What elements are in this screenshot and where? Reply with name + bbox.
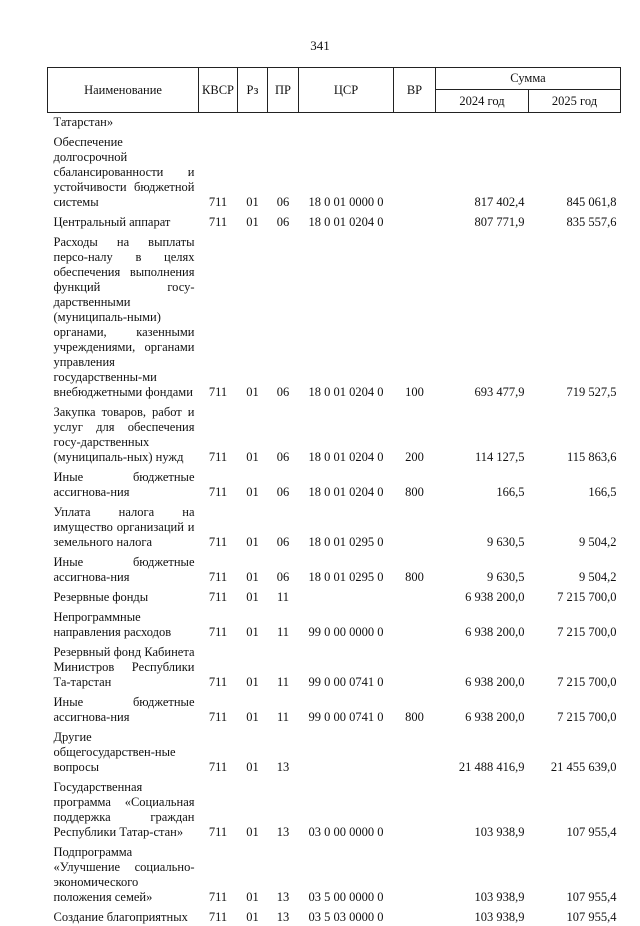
header-csr: ЦСР xyxy=(299,68,394,113)
row-kvsr: 711 xyxy=(199,586,238,606)
row-sum-2024: 114 127,5 xyxy=(436,401,529,466)
row-csr: 03 5 00 0000 0 xyxy=(299,841,394,906)
row-pr: 06 xyxy=(268,231,299,401)
row-rz: 01 xyxy=(238,466,268,501)
row-pr: 11 xyxy=(268,606,299,641)
table-row xyxy=(48,401,621,466)
row-vr xyxy=(394,113,436,132)
row-sum-2024: 807 771,9 xyxy=(436,211,529,231)
row-pr: 06 xyxy=(268,401,299,466)
header-2024: 2024 год xyxy=(436,90,529,113)
row-csr xyxy=(299,726,394,776)
row-vr xyxy=(394,641,436,691)
row-csr: 03 5 03 0000 0 xyxy=(299,906,394,926)
row-sum-2024: 103 938,9 xyxy=(436,776,529,841)
row-sum-2025: 7 215 700,0 xyxy=(529,606,621,641)
row-csr: 03 0 00 0000 0 xyxy=(299,776,394,841)
row-kvsr xyxy=(199,113,238,132)
row-csr: 18 0 01 0204 0 xyxy=(299,231,394,401)
table-row xyxy=(48,691,621,726)
table-row xyxy=(48,551,621,586)
table-row xyxy=(48,586,621,606)
table-row xyxy=(48,841,621,906)
row-csr: 18 0 01 0204 0 xyxy=(299,401,394,466)
row-csr: 99 0 00 0000 0 xyxy=(299,606,394,641)
row-vr xyxy=(394,131,436,211)
row-sum-2025: 845 061,8 xyxy=(529,131,621,211)
row-rz xyxy=(238,113,268,132)
row-sum-2025: 835 557,6 xyxy=(529,211,621,231)
row-sum-2024: 6 938 200,0 xyxy=(436,691,529,726)
row-sum-2025: 107 955,4 xyxy=(529,776,621,841)
table-row xyxy=(48,641,621,691)
row-csr: 99 0 00 0741 0 xyxy=(299,641,394,691)
row-sum-2024: 21 488 416,9 xyxy=(436,726,529,776)
row-rz: 01 xyxy=(238,211,268,231)
row-vr xyxy=(394,906,436,926)
row-vr xyxy=(394,606,436,641)
row-rz: 01 xyxy=(238,231,268,401)
row-rz: 01 xyxy=(238,906,268,926)
row-sum-2024: 9 630,5 xyxy=(436,551,529,586)
row-name: Другие общегосударствен-ные вопросы xyxy=(48,726,199,776)
row-vr xyxy=(394,501,436,551)
row-name: Иные бюджетные ассигнова-ния xyxy=(48,551,199,586)
row-csr xyxy=(299,113,394,132)
header-vr: ВР xyxy=(394,68,436,113)
row-kvsr: 711 xyxy=(199,211,238,231)
row-kvsr: 711 xyxy=(199,691,238,726)
row-vr xyxy=(394,776,436,841)
row-sum-2025: 115 863,6 xyxy=(529,401,621,466)
row-vr: 200 xyxy=(394,401,436,466)
row-name: Подпрограмма «Улучшение социально-экономического положения семей» xyxy=(48,841,199,906)
table-row xyxy=(48,776,621,841)
row-kvsr: 711 xyxy=(199,641,238,691)
row-sum-2024: 6 938 200,0 xyxy=(436,641,529,691)
row-rz: 01 xyxy=(238,131,268,211)
page-number: 341 xyxy=(0,38,640,54)
row-rz: 01 xyxy=(238,501,268,551)
row-vr: 100 xyxy=(394,231,436,401)
row-sum-2025: 107 955,4 xyxy=(529,841,621,906)
header-2025: 2025 год xyxy=(529,90,621,113)
row-sum-2025: 719 527,5 xyxy=(529,231,621,401)
row-sum-2024: 103 938,9 xyxy=(436,841,529,906)
row-kvsr: 711 xyxy=(199,401,238,466)
row-kvsr: 711 xyxy=(199,466,238,501)
row-pr: 11 xyxy=(268,691,299,726)
row-csr: 18 0 01 0295 0 xyxy=(299,551,394,586)
row-name: Расходы на выплаты персо-налу в целях обеспечения выполнения функций госу-дарственными (муниципаль-ными) органами, казенными учреждениями, органами управления государственны-ми внебюджетными фондами xyxy=(48,231,199,401)
row-name: Иные бюджетные ассигнова-ния xyxy=(48,691,199,726)
row-pr: 11 xyxy=(268,641,299,691)
row-vr xyxy=(394,211,436,231)
row-csr: 18 0 01 0204 0 xyxy=(299,211,394,231)
row-kvsr: 711 xyxy=(199,726,238,776)
row-rz: 01 xyxy=(238,841,268,906)
row-sum-2024: 6 938 200,0 xyxy=(436,606,529,641)
row-pr: 11 xyxy=(268,586,299,606)
header-rz: Рз xyxy=(238,68,268,113)
row-name: Непрограммные направления расходов xyxy=(48,606,199,641)
row-sum-2025: 166,5 xyxy=(529,466,621,501)
table-row xyxy=(48,501,621,551)
row-rz: 01 xyxy=(238,726,268,776)
row-name: Государственная программа «Социальная поддержка граждан Республики Татар-стан» xyxy=(48,776,199,841)
row-kvsr: 711 xyxy=(199,131,238,211)
row-sum-2024: 9 630,5 xyxy=(436,501,529,551)
row-vr: 800 xyxy=(394,551,436,586)
row-sum-2024: 693 477,9 xyxy=(436,231,529,401)
row-kvsr: 711 xyxy=(199,776,238,841)
header-name: Наименование xyxy=(48,68,199,113)
row-pr: 06 xyxy=(268,501,299,551)
table-row xyxy=(48,906,621,926)
row-rz: 01 xyxy=(238,551,268,586)
row-sum-2025: 7 215 700,0 xyxy=(529,586,621,606)
row-vr xyxy=(394,586,436,606)
row-vr xyxy=(394,841,436,906)
row-kvsr: 711 xyxy=(199,551,238,586)
row-pr: 13 xyxy=(268,776,299,841)
row-sum-2025: 7 215 700,0 xyxy=(529,641,621,691)
table-header xyxy=(48,68,621,113)
row-pr: 06 xyxy=(268,131,299,211)
row-pr: 13 xyxy=(268,906,299,926)
table-row xyxy=(48,113,621,132)
row-csr: 18 0 01 0204 0 xyxy=(299,466,394,501)
table-row xyxy=(48,131,621,211)
row-name: Иные бюджетные ассигнова-ния xyxy=(48,466,199,501)
row-pr: 06 xyxy=(268,211,299,231)
header-pr: ПР xyxy=(268,68,299,113)
row-sum-2025: 107 955,4 xyxy=(529,906,621,926)
row-sum-2025 xyxy=(529,113,621,132)
row-rz: 01 xyxy=(238,606,268,641)
row-csr: 18 0 01 0000 0 xyxy=(299,131,394,211)
row-csr: 18 0 01 0295 0 xyxy=(299,501,394,551)
row-vr: 800 xyxy=(394,466,436,501)
row-name: Центральный аппарат xyxy=(48,211,199,231)
table-row xyxy=(48,231,621,401)
row-sum-2024: 817 402,4 xyxy=(436,131,529,211)
row-sum-2025: 21 455 639,0 xyxy=(529,726,621,776)
row-rz: 01 xyxy=(238,776,268,841)
row-name: Резервные фонды xyxy=(48,586,199,606)
row-sum-2024: 166,5 xyxy=(436,466,529,501)
row-pr: 06 xyxy=(268,551,299,586)
row-kvsr: 711 xyxy=(199,841,238,906)
row-rz: 01 xyxy=(238,691,268,726)
row-name: Резервный фонд Кабинета Министров Республики Та-тарстан xyxy=(48,641,199,691)
row-sum-2025: 9 504,2 xyxy=(529,501,621,551)
row-sum-2024: 103 938,9 xyxy=(436,906,529,926)
row-vr xyxy=(394,726,436,776)
table-row xyxy=(48,726,621,776)
row-name: Уплата налога на имущество организаций и земельного налога xyxy=(48,501,199,551)
row-name: Создание благоприятных xyxy=(48,906,199,926)
row-sum-2025: 7 215 700,0 xyxy=(529,691,621,726)
table-body xyxy=(48,113,621,926)
row-vr: 800 xyxy=(394,691,436,726)
budget-table xyxy=(47,67,621,926)
row-sum-2025: 9 504,2 xyxy=(529,551,621,586)
row-pr: 13 xyxy=(268,841,299,906)
row-pr xyxy=(268,113,299,132)
table-row xyxy=(48,466,621,501)
header-kvsr: КВСР xyxy=(199,68,238,113)
row-csr: 99 0 00 0741 0 xyxy=(299,691,394,726)
header-sum: Сумма xyxy=(436,68,621,90)
row-pr: 06 xyxy=(268,466,299,501)
row-rz: 01 xyxy=(238,641,268,691)
row-kvsr: 711 xyxy=(199,906,238,926)
table-row xyxy=(48,606,621,641)
row-sum-2024 xyxy=(436,113,529,132)
row-name: Татарстан» xyxy=(48,113,199,132)
row-csr xyxy=(299,586,394,606)
row-name: Закупка товаров, работ и услуг для обеспечения госу-дарственных (муниципаль-ных) нужд xyxy=(48,401,199,466)
table-row xyxy=(48,211,621,231)
row-pr: 13 xyxy=(268,726,299,776)
row-rz: 01 xyxy=(238,586,268,606)
row-kvsr: 711 xyxy=(199,501,238,551)
row-sum-2024: 6 938 200,0 xyxy=(436,586,529,606)
row-kvsr: 711 xyxy=(199,231,238,401)
row-name: Обеспечение долгосрочной сбалансированности и устойчивости бюджетной системы xyxy=(48,131,199,211)
row-rz: 01 xyxy=(238,401,268,466)
row-kvsr: 711 xyxy=(199,606,238,641)
